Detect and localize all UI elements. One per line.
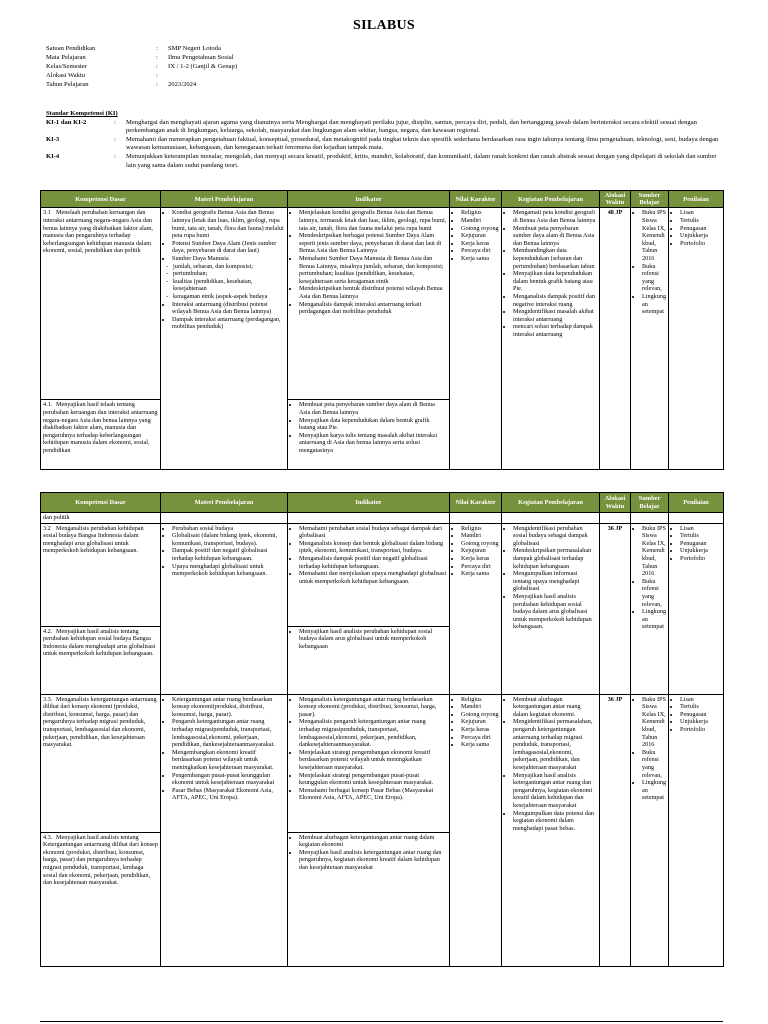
list-item: • Lisan <box>680 209 721 217</box>
list-item: • Unjukkerja <box>680 547 721 555</box>
list-item: • Buku IPS Siswa Kelas IX, Kemendi kbud, Tahun 2016 <box>642 696 666 749</box>
list-item: • Penugasan <box>680 225 721 233</box>
list-item: • Memahami berbagai konsep Pasar Bebas (Masyarakat Ekonomi Asia, AFTA, APEC, Uni Eropa). <box>299 787 447 802</box>
list-item: - kualitas (pendidikan, kesehatan, kesejahteraan <box>173 278 285 293</box>
list-item: • Upaya menghadapi globalisasi untuk memperkokoh kehidupan kebangsaan. <box>172 563 285 578</box>
col-alokasi: Alokasi Waktu <box>600 191 631 208</box>
col-kd: Kompetensi Dasar <box>41 191 161 208</box>
col-indikator: Indikator <box>288 493 450 513</box>
kegiatan-cell <box>502 694 600 966</box>
list-item: • Menganalisis dampak interaksi antarruang terkait perdagangan dan mobilitas penduduk <box>299 301 447 316</box>
list-item: • Mengidentifikasi masalah akibat interaksi antarruang <box>513 308 597 323</box>
info-value: IX / 1-2 (Ganjil & Genap) <box>168 62 238 70</box>
table-row <box>41 523 724 626</box>
list-item: • Globalisasi (dalam bidang iptek, ekonomi, komunikasi, transportasi, budaya). <box>172 532 285 547</box>
list-item: • Menjelaskan strategi pengembangan pusat-pusat keunggulan ekonomi untuk kesejahteraan masyarakat. <box>299 772 447 787</box>
info-label: Kelas/Semester <box>46 62 88 70</box>
list-item: • Mandiri <box>461 532 499 540</box>
info-value: Ilmu Pengetahuan Sosial <box>168 53 234 61</box>
ki-row <box>46 119 722 136</box>
list-item: • Menyajikan hasil analisis ketergantungan antar ruang dan pengaruhnya, kegiatan ekonomi kreatif dalam kehidupan dan kesejahteraan masyarakat <box>299 849 447 872</box>
col-nilai: Nilai Karakter <box>450 493 502 513</box>
kd-cell: 4.2. Menyajikan hasil analisis tentang perubahan kehidupan sosial budaya Bangsa Indonesia dalam menghadapi arus globalisasi untuk memperkokoh kehidupan kebangsaan. <box>41 626 161 694</box>
list-item: • Membandingkan data kependudukan (sebaran dan pertumbuhan) berdasarkan tahun <box>513 247 597 270</box>
col-kegiatan: Kegiatan Pembelajaran <box>502 191 600 208</box>
list-item: • Gotong royong <box>461 711 499 719</box>
list-item: • Unjukkerja <box>680 718 721 726</box>
list-item: • Pengaruh ketergantungan antar ruang terhadap migrasipenduduk, transportasi, lembagasosial,ekonomi, pekerjaan, pendidikan, dankesejahteraanmasyarakat. <box>172 718 285 748</box>
list-item: • Dampak interaksi antarruang (perdagangan, mobilitas penduduk) <box>172 316 285 331</box>
indikator-cell <box>288 626 450 694</box>
col-penilaian: Penilaian <box>669 191 724 208</box>
col-sumber: Sumber Belajar <box>631 493 669 513</box>
list-item: • Penugasan <box>680 540 721 548</box>
table-row <box>41 513 724 524</box>
kd-cell: 3.2 Menganalisis perubahan kehidupan sosial budaya Bangsa Indonesia dalam menghadapi arus globalisasi untuk memperkokoh kehidupan kebangsaan. <box>41 523 161 626</box>
table-row <box>41 694 724 832</box>
carry-cell: dan politik <box>41 513 161 524</box>
nilai-cell <box>450 208 502 470</box>
list-item: • Mengumpulkan data potensi dan kegiatan ekonomi dalam menghadapi pasar bebas. <box>513 810 597 833</box>
list-item: • Membuat peta penyebaran sumber daya alam di Benua Asia dan Benua lainnya <box>299 401 447 416</box>
indikator-cell <box>288 208 450 400</box>
col-sumber: Sumber Belajar <box>631 191 669 208</box>
indikator-cell <box>288 400 450 470</box>
info-value: SMP Negeri Lotoda <box>168 45 221 52</box>
list-item: • Menjelaskan kondisi geografis Benua Asia dan Benua lainnya, termasuk letak dan luas, iklim, geologi, rupa bumi, tata air, tanah, flora dan fauna melalui peta rupa bumi <box>299 209 447 232</box>
list-item: • Mengidentifikasi perubahan sosial budaya sebagai dampak globalisasi <box>513 525 597 548</box>
materi-cell <box>161 694 288 966</box>
info-row <box>46 54 237 63</box>
list-item: • Menganalisis dampak positif dan negative interaksi ruang <box>513 293 597 308</box>
materi-cell <box>161 523 288 694</box>
list-item: • Menganalisis konsep dan bentuk globalisasi dalam bidang iptek, ekonomi, komunikasi, transportasi, budaya. <box>299 540 447 555</box>
list-item: • Tertulis <box>680 217 721 225</box>
info-colon: : <box>156 62 158 70</box>
info-colon: : <box>156 45 158 52</box>
list-item: • Menyajikan hasil analisis ketergantungan antar ruang dan pengaruhnya, kegiatan ekonomi kreatif dalam kehidupan dan kesejahteraan masyarakat <box>513 772 597 810</box>
list-item: • Gotong royong <box>461 225 499 233</box>
list-item: • Unjukkerja <box>680 232 721 240</box>
list-item: • Memahami Sumber Daya Manusia di Benua Asia dan Benua Lainnya, misalnya jumlah, sebaran, dan komposisi; pertumbuhan; kualitas (pendidikan, kesehatan, kesejahteraan serta keragaman etnik <box>299 255 447 285</box>
col-materi: Materi Pembelajaran <box>161 493 288 513</box>
ki-row <box>46 136 722 153</box>
list-item: - jumlah, sebaran, dan komposisi; <box>173 263 285 271</box>
col-indikator: Indikator <box>288 191 450 208</box>
ki-text: Menunjukkan keterampilan menalar, mengolah, dan menyaji secara kreatif, produktif, kritis, mandiri, kolaboratif, dan komunikatif, dalam ranah konkret dan ranah abstrak sesuai dengan yang dipelajari di sekolah dan sumber lain yang sama dalam sudut pandang teori. <box>126 152 717 169</box>
penilaian-cell <box>669 208 724 470</box>
alokasi-cell: 36 JP <box>600 694 631 966</box>
list-item: • Kerja keras <box>461 726 499 734</box>
list-item: • Dampak positif dan negatif globalisasi terhadap kehidupan kebangsaan. <box>172 547 285 562</box>
list-item: • Menganalisis ketergantungan antar ruang berdasarkan konsep ekonomi (produksi, distribusi, konsumsi, harga, pasar). <box>299 696 447 719</box>
list-item: • Tertulis <box>680 703 721 711</box>
list-item: • Memahami dan menjelaskan upaya menghadapi globalisasi untuk memperkokoh kehidupan kebangsaan. <box>299 570 447 585</box>
table-header-row <box>41 493 724 513</box>
indikator-cell <box>288 832 450 966</box>
list-item: • Membuat alurbagan ketergantungan antar ruang dalam kegiatan ekonomi. <box>513 696 597 719</box>
list-item: • Perubahan sosial budaya <box>172 525 285 533</box>
ki-code: KI-1 dan KI-2 <box>46 118 87 126</box>
col-materi: Materi Pembelajaran <box>161 191 288 208</box>
sumber-cell <box>631 208 669 470</box>
list-item: • Mengumpulkan informasi tentang upaya menghadapi globalisasi <box>513 570 597 593</box>
list-item: • Membuat alurbagan ketergantungan antar ruang dalam kegiatan ekonomi <box>299 834 447 849</box>
ki-text: Menghargai dan menghayati ajaran agama yang dianutnya serta Menghargai dan menghayati perilaku jujur, disiplin, santun, percaya diri, peduli, dan bertanggung jawab dalam berinteraksi secara efektif sesuai dengan perkembangan anak di lingkungan, keluarga, sekolah, masyarakat dan lingkungan alam sekitar, bangsa, negara, dan kawasan regional. <box>126 118 697 135</box>
kegiatan-cell <box>502 208 600 470</box>
list-item: • Menyajikan data kependudukan dalam bentuk grafik batang atau Pie. <box>513 270 597 293</box>
list-item: • Mengidentifikasi permasalahan, pengaruh ketergantungan antarruang terhadap migrasi penduduk, transportasi, lembagasosial,ekonomi, pekerjaan, pendidikan, dan kesejahteraan masyarakat <box>513 718 597 771</box>
info-label: Tahun Pelajaran <box>46 80 89 88</box>
list-item: • Kerja keras <box>461 240 499 248</box>
list-item: • Mandiri <box>461 217 499 225</box>
info-value: 2023/2024 <box>168 80 197 88</box>
indikator-cell <box>288 694 450 832</box>
info-colon: : <box>156 71 158 79</box>
ki-colon: : <box>114 152 116 160</box>
indikator-cell <box>288 523 450 626</box>
list-item: • Lingkung an setempat <box>642 293 666 316</box>
list-item: • Kondisi geografis Benua Asia dan Benua lainnya (letak dan luas, iklim, geologi, rupa bumi, tata air, tanah, flora dan fauna) melalui peta rupa bumi <box>172 209 285 239</box>
list-item: • Mengamati peta kondisi geografi di Benua Asia dan Benua lainnya <box>513 209 597 224</box>
list-item: • Penugasan <box>680 711 721 719</box>
list-item: • Kejujuran <box>461 547 499 555</box>
list-item: • Kerja sama <box>461 255 499 263</box>
ki-text: Memahami dan menerapkan pengetahuan faktual, konseptual, prosedural, dan metakognitif pada tingkat teknis dan spesifik sederhana berdasarkan rasa ingin tahunya tentang ilmu pengetahuan, teknologi, seni, budaya dengan wawasan kemanusiaan, kebangsaan, dan kenegaraan terkait fenomena dan kejadian tampak mata. <box>126 135 719 152</box>
info-label: Alokasi Waktu <box>46 71 86 79</box>
list-item: • Menyajikan hasil analisis perubahan kehidupan sosial budaya dalam arus globalisasi untuk memperkokoh kebangsaan <box>299 628 447 651</box>
list-item: • Menganalisis pengaruh ketergantungan antar ruang terhadap migrasipenduduk, transportasi, lembagasosial,ekonomi, pekerjaan, pendidikan, dankesejahteraanmasyarakat. <box>299 718 447 748</box>
list-item: • Sumber Daya Manusia <box>172 255 285 263</box>
list-item: • Lisan <box>680 525 721 533</box>
materi-cell <box>161 208 288 470</box>
list-item: • mencari solusi terhadap dampak interaksi antarruang <box>513 323 597 338</box>
list-item: • Pasar Bebas (Masyarakat Ekonomi Asia, AFTA, APEC, Uni Eropa). <box>172 787 285 802</box>
list-item: • Pengembangan pusat-pusat keunggulan ekonomi untuk kesejahteraan masyarakat <box>172 772 285 787</box>
list-item: • Menyajikan hasil analisis perubahan kehidupan sosial budaya dalam arus globalisasi untuk memperkokoh kehidupan kebangsaan. <box>513 593 597 631</box>
sumber-cell <box>631 694 669 966</box>
list-item: • Menyajikan data kependudukan dalam bentuk grafik batang atau Pie. <box>299 417 447 432</box>
list-item: • Kerja sama <box>461 741 499 749</box>
table-header-row <box>41 191 724 208</box>
list-item: • Portofolio <box>680 240 721 248</box>
list-item: • Buku IPS Siswa Kelas IX, Kemendi kbud, Tahun 2016 <box>642 209 666 262</box>
info-row <box>46 45 237 54</box>
list-item: • Gotong royong <box>461 540 499 548</box>
kd-cell: 4.1. Menyajikan hasil telaah tentang perubahan keruangan dan interaksi antarruang negara-negara Asia dan benua lainnya yang diakibatkan faktor alam, manusia dan pengaruhnya terhadap keberlangsungan kehidupan manusia dalam ekonomi, sosial, pendidikan <box>41 400 161 470</box>
info-colon: : <box>156 53 158 61</box>
ki-colon: : <box>114 135 116 143</box>
list-item: • Kerja sama <box>461 570 499 578</box>
list-item: • Percaya diri <box>461 734 499 742</box>
list-item: • Potensi Sumber Daya Alam (Jenis sumber daya, penyebaran di darat dan laut) <box>172 240 285 255</box>
list-item: - pertumbuhan; <box>173 270 285 278</box>
list-item: • Religius <box>461 696 499 704</box>
list-item: • Mandiri <box>461 703 499 711</box>
list-item: • Menyajikan karya tulis tentang masalah akibat interaksi antarruang di Asia dan benua lainnya serta solusi mengatasinya <box>299 432 447 455</box>
nilai-cell <box>450 523 502 694</box>
list-item: • Ketergantungan antar ruang berdasarkan konsep ekonomi(produksi, distribusi, konsumsi, harga, pasar). <box>172 696 285 719</box>
syllabus-table-2 <box>40 492 724 967</box>
info-row <box>46 63 237 72</box>
col-kd: Kompetensi Dasar <box>41 493 161 513</box>
list-item: • Buku refensi yang relevan, <box>642 578 666 608</box>
nilai-cell <box>450 694 502 966</box>
penilaian-cell <box>669 523 724 694</box>
list-item: • Portofolio <box>680 726 721 734</box>
list-item: • Lingkung an setempat <box>642 608 666 631</box>
ki-block <box>46 110 722 170</box>
penilaian-cell <box>669 694 724 966</box>
table-row <box>41 208 724 400</box>
list-item: • Mendeskripsikan berbagai potensi Sumber Daya Alam seperti jenis sumber daya, penyebaran di darat dan laut di Benua Asia dan Benua Lainnya <box>299 232 447 255</box>
list-item: • Mengembangkan ekonomi kreatif berdasarkan potensi wilayah untuk meningkatkan kesejahteraan masyarakat. <box>172 749 285 772</box>
kd-cell: 4.3. Menyajikan hasil analisis tentang Ketergantungan antarruang dilihat dari konsep ekonomi (produksi, distribusi, konsumsi, harga, pasar) dan pengaruhnya terhadap migrasi penduduk, transportasi, lembaga sosial dan ekonomi, pekerjaan, pendidikan, dan kesejahteraan masyarakat. <box>41 832 161 966</box>
list-item: • Lingkung an setempat <box>642 779 666 802</box>
sumber-cell <box>631 523 669 694</box>
list-item: • Buku refensi yang relevan, <box>642 263 666 293</box>
list-item: • Percaya diri <box>461 563 499 571</box>
col-alokasi: Alokasi Waktu <box>600 493 631 513</box>
list-item: • Percaya diri <box>461 247 499 255</box>
list-item: • Kerja keras <box>461 555 499 563</box>
alokasi-cell: 48 JP <box>600 208 631 470</box>
list-item: • Menganalisis dampak positif dan negatif globalisasi terhadap kehidupan kebangsaan. <box>299 555 447 570</box>
ki-heading: Standar Kompetensi (KI) <box>46 110 118 117</box>
list-item: • Memahami perubahan sosial budaya sebagai dampak dari globalisasi <box>299 525 447 540</box>
list-item: • Religius <box>461 525 499 533</box>
ki-code: KI-3 <box>46 135 60 143</box>
info-label: Mata Pelajaran <box>46 53 86 61</box>
list-item: • Buku refensi yang relevan, <box>642 749 666 779</box>
list-item: • Religius <box>461 209 499 217</box>
kd-cell: 3.3. Menganalisis ketergantungan antarruang dilihat dari konsep ekonomi (produksi, distribusi, konsumsi, harga, pasar) dan pengaruhnya terhadap migrasi penduduk, transportasi, lembagasosial dan ekonomi, pekerjaan, pendidikan, dan kesejahteraan masyarakat. <box>41 694 161 832</box>
list-item: • Mendeskripsikan bentuk distribusi potensi wilayah Benua Asia dan Benua lainnya <box>299 285 447 300</box>
col-penilaian: Penilaian <box>669 493 724 513</box>
kegiatan-cell <box>502 523 600 694</box>
list-item: • Portofolio <box>680 555 721 563</box>
identity-block <box>46 45 237 90</box>
list-item: • Kejujuran <box>461 232 499 240</box>
info-colon: : <box>156 80 158 88</box>
list-item: • Lisan <box>680 696 721 704</box>
col-nilai: Nilai Karakter <box>450 191 502 208</box>
info-row <box>46 72 237 81</box>
list-item: - keragaman etnik (aspek-aspek budaya <box>173 293 285 301</box>
list-item: • Menjelaskan strategi pengembangan ekonomi kreatif berdasarkan potensi wilayah untuk meningkatkan kesejahteraan masyarakat. <box>299 749 447 772</box>
list-item: • Membuat peta penyebaran sumber daya alam di Benua Asia dan Benua lainnya <box>513 225 597 248</box>
list-item: • Interaksi antarruang (distribusi potensi wilayah Benua Asia dan Benua lainnya) <box>172 301 285 316</box>
ki-row <box>46 153 722 170</box>
footer-divider <box>40 1021 723 1022</box>
list-item: • Kejujuran <box>461 718 499 726</box>
ki-colon: : <box>114 118 116 126</box>
info-row <box>46 81 237 90</box>
ki-code: KI-4 <box>46 152 60 160</box>
list-item: • Buku IPS Siswa Kelas IX, Kemendi kbud, Tahun 2016 <box>642 525 666 578</box>
list-item: • Tertulis <box>680 532 721 540</box>
col-kegiatan: Kegiatan Pembelajaran <box>502 493 600 513</box>
kd-cell: 3.1 Menelaah perubahan keruangan dan interaksi antarruang negara-negara Asia dan benua lainnya yang diakibatkan faktor alam, manusia dan pengaruhnya terhadap keberlangsungan kehidupan manusia dalam ekonomi, sosial, pendidikan dan politik <box>41 208 161 400</box>
alokasi-cell: 36 JP <box>600 523 631 694</box>
syllabus-table-1 <box>40 190 724 470</box>
info-label: Satuan Pendidikan <box>46 45 96 52</box>
list-item: • Mendeskripsikan permasalahan dampak globalisasi terhadap kehidupan kebangsaan <box>513 547 597 570</box>
page-title: SILABUS <box>352 18 416 33</box>
